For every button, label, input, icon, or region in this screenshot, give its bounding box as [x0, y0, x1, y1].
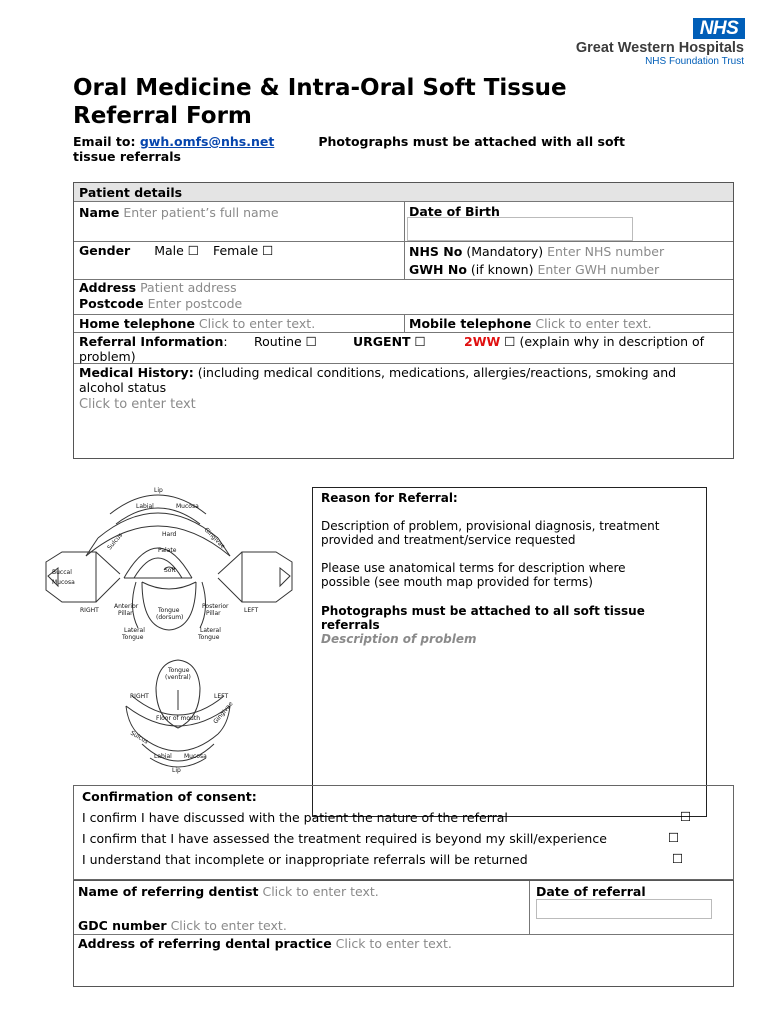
reason-para2: Please use anatomical terms for description where possible (see mouth map provided for terms)	[321, 561, 626, 589]
referral-info-label-wrap: Referral Information:	[79, 334, 228, 349]
2ww-checkbox[interactable]: ☐	[504, 334, 516, 349]
routine-label: Routine	[254, 334, 302, 349]
nhs-input[interactable]: Enter NHS number	[547, 244, 665, 259]
mobile-telephone-label: Mobile telephone	[409, 316, 532, 331]
title-line-2: Referral Form	[73, 103, 252, 129]
date-of-referral-label: Date of referral	[536, 884, 646, 899]
consent-checkbox-1[interactable]: ☐	[680, 809, 692, 824]
postcode-input[interactable]: Enter postcode	[147, 296, 243, 311]
email-label: Email to:	[73, 134, 136, 149]
mouth-label-sulcus-lower: Sulcus	[129, 729, 150, 746]
page-title	[73, 74, 673, 130]
2ww-option[interactable]	[464, 334, 704, 349]
mouth-label-labial-lower: Labial	[154, 753, 172, 760]
medical-history-line1	[79, 365, 676, 380]
nhs-note: (Mandatory)	[466, 244, 544, 259]
gwh-note: (if known)	[470, 262, 534, 277]
patient-details-table	[73, 182, 734, 459]
urgent-label: URGENT	[353, 334, 411, 349]
mouth-label-dorsum: (dorsum)	[156, 614, 184, 621]
address-field[interactable]	[79, 280, 237, 295]
mouth-label-lateral-l: Lateral	[200, 627, 221, 634]
dentist-name-label: Name of referring dentist	[78, 884, 259, 899]
name-label: Name	[79, 205, 120, 220]
name-input[interactable]: Enter patient’s full name	[123, 205, 279, 220]
female-label: Female	[212, 243, 259, 258]
dob-input[interactable]	[407, 217, 633, 241]
mouth-label-right-lower: RIGHT	[130, 693, 149, 700]
referrer-table	[73, 880, 734, 987]
consent-item-3: I understand that incomplete or inappropriate referrals will be returned	[82, 852, 528, 867]
mouth-label-mucosa-lower: Mucosa	[184, 753, 207, 760]
mouth-map-diagram	[38, 478, 300, 780]
gdc-number-field[interactable]	[78, 918, 287, 933]
urgent-option[interactable]	[353, 334, 426, 349]
male-label: Male	[154, 243, 184, 258]
gender-label: Gender	[79, 243, 131, 258]
mobile-telephone-input[interactable]: Click to enter text.	[535, 316, 652, 331]
org-name: Great Western Hospitals	[575, 40, 744, 56]
mouth-label-posterior-pillar: Pillar	[206, 610, 221, 617]
title-line-1: Oral Medicine & Intra-Oral Soft Tissue	[73, 75, 567, 101]
postcode-field[interactable]	[79, 296, 242, 311]
dentist-name-field[interactable]	[78, 884, 379, 899]
nhs-number-field[interactable]	[409, 244, 664, 259]
gdc-number-label: GDC number	[78, 918, 167, 933]
mouth-label-ventral: (ventral)	[165, 674, 191, 681]
gender-field	[79, 243, 273, 258]
postcode-label: Postcode	[79, 296, 144, 311]
mouth-label-tongue: Tongue	[158, 607, 180, 614]
email-line	[73, 134, 693, 164]
date-of-referral-input[interactable]	[536, 899, 712, 919]
consent-item-2: I confirm that I have assessed the treatment required is beyond my skill/experience	[82, 831, 607, 846]
mouth-label-buccal: Buccal	[52, 569, 72, 576]
section-title: Patient details	[79, 185, 183, 200]
email-link[interactable]: gwh.omfs@nhs.net	[139, 134, 275, 149]
gwh-label: GWH No	[409, 262, 467, 277]
description-input[interactable]: Description of problem	[321, 632, 477, 646]
address-label: Address	[79, 280, 137, 295]
nhs-label: NHS No	[409, 244, 463, 259]
gdc-number-input[interactable]: Click to enter text.	[170, 918, 287, 933]
consent-checkbox-2[interactable]: ☐	[668, 830, 680, 845]
mouth-label-palate: Palate	[158, 547, 177, 554]
medical-history-label: Medical History:	[79, 365, 194, 380]
mouth-label-hard: Hard	[162, 531, 177, 538]
reason-photo-note: Photographs must be attached to all soft tissue referrals	[321, 604, 645, 632]
2ww-note: (explain why in description of	[519, 334, 705, 349]
mouth-label-right: RIGHT	[80, 607, 99, 614]
urgent-checkbox[interactable]: ☐	[414, 334, 426, 349]
reason-for-referral-box	[312, 487, 707, 817]
practice-address-label: Address of referring dental practice	[78, 936, 332, 951]
home-telephone-input[interactable]: Click to enter text.	[198, 316, 316, 331]
gwh-input[interactable]: Enter GWH number	[537, 262, 660, 277]
mouth-label-posterior: Posterior	[202, 603, 229, 610]
address-input[interactable]: Patient address	[140, 280, 237, 295]
home-telephone-field[interactable]	[79, 316, 315, 331]
consent-checkbox-3[interactable]: ☐	[672, 851, 684, 866]
consent-section	[73, 785, 734, 880]
male-checkbox[interactable]: ☐	[187, 243, 200, 258]
dob-label: Date of Birth	[409, 204, 500, 219]
mouth-label-left-lower: LEFT	[214, 693, 229, 700]
mouth-label-gingivae: Gingivae	[202, 526, 227, 551]
referral-info-label: Referral Information	[79, 334, 224, 349]
routine-checkbox[interactable]: ☐	[305, 334, 317, 349]
mouth-label-anterior-pillar: Pillar	[118, 610, 133, 617]
medical-history-note-cont: alcohol status	[79, 380, 167, 395]
mouth-label-anterior: Anterior	[114, 603, 139, 610]
practice-address-field[interactable]	[78, 936, 452, 951]
mouth-label-buccal-mucosa: Mucosa	[52, 579, 75, 586]
2ww-label: 2WW	[464, 334, 501, 349]
mouth-label-tongue-ventral: Tongue	[168, 667, 190, 674]
practice-address-input[interactable]: Click to enter text.	[335, 936, 452, 951]
consent-title: Confirmation of consent:	[82, 789, 257, 804]
mouth-label-soft: Soft	[164, 567, 176, 574]
consent-item-1: I confirm I have discussed with the patient the nature of the referral	[82, 810, 508, 825]
dentist-name-input[interactable]: Click to enter text.	[262, 884, 379, 899]
home-telephone-label: Home telephone	[79, 316, 195, 331]
mouth-label-gingivae-lower: Gingivae	[212, 700, 235, 726]
mouth-label-mucosa: Mucosa	[176, 503, 199, 510]
reason-para1: Description of problem, provisional diagnosis, treatment provided and treatment/service requested	[321, 519, 660, 547]
mouth-label-lateral-tongue-r: Tongue	[122, 634, 144, 641]
nhs-logo: NHS	[693, 18, 745, 39]
2ww-note-cont: problem)	[79, 349, 136, 364]
medical-history-note: (including medical conditions, medications, allergies/reactions, smoking and	[197, 365, 677, 380]
mouth-label-lip: Lip	[154, 487, 163, 494]
mobile-telephone-field[interactable]	[409, 316, 652, 331]
mouth-label-lateral-r: Lateral	[124, 627, 145, 634]
mouth-label-lateral-tongue-l: Tongue	[198, 634, 220, 641]
female-checkbox[interactable]: ☐	[262, 243, 274, 258]
gwh-number-field[interactable]	[409, 262, 659, 277]
mouth-label-lip-lower: Lip	[172, 767, 181, 774]
org-trust: NHS Foundation Trust	[645, 56, 744, 67]
mouth-label-sulcus: Sulcus	[106, 531, 125, 552]
reason-title: Reason for Referral:	[321, 491, 458, 505]
routine-option[interactable]	[254, 334, 317, 349]
medical-history-input[interactable]: Click to enter text	[79, 397, 196, 412]
name-field[interactable]	[79, 205, 279, 220]
photo-note-cont: tissue referrals	[73, 149, 181, 164]
photo-note: Photographs must be attached with all soft	[318, 134, 625, 149]
mouth-label-left: LEFT	[244, 607, 259, 614]
mouth-label-floor: Floor of mouth	[156, 715, 200, 722]
mouth-label-labial: Labial	[136, 503, 154, 510]
